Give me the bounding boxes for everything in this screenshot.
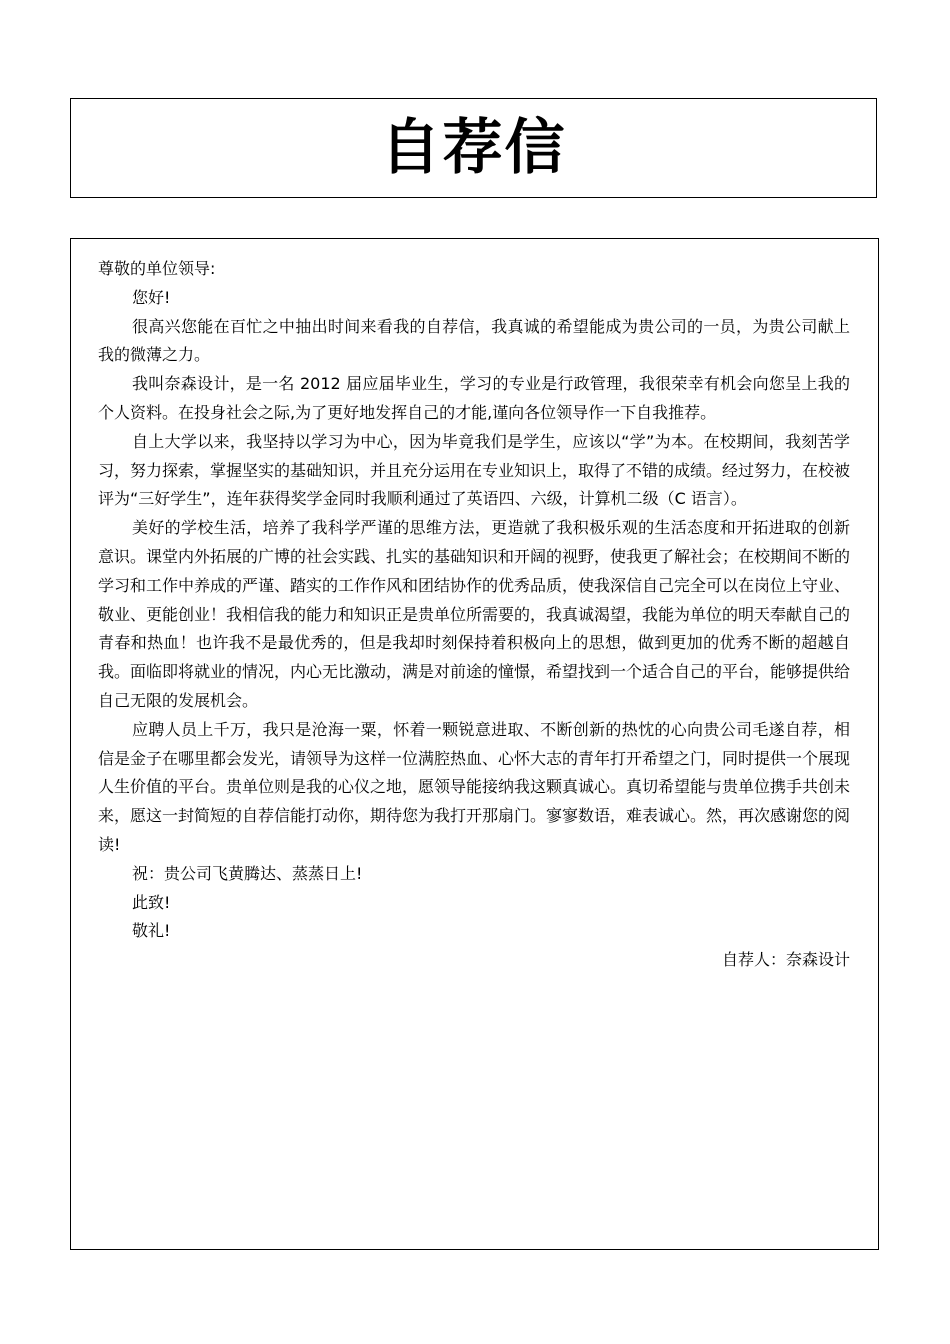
paragraph-3: 自上大学以来，我坚持以学习为中心，因为毕竟我们是学生，应该以“学”为本。在校期间，我刻苦学习，努力探索，掌握坚实的基础知识，并且充分运用在专业知识上，取得了不错的成绩。经过努力，在校被评为“三好学生”，连年获得奖学金同时我顺利通过了英语四、六级，计算机二级（C 语言）。	[98, 431, 851, 509]
title-box	[70, 98, 877, 198]
greeting: 您好!	[132, 287, 171, 307]
salutation: 尊敬的单位领导:	[98, 259, 216, 278]
paragraph-5: 应聘人员上千万，我只是沧海一粟，怀着一颗锐意进取、不断创新的热忱的心向贵公司毛遂自荐，相信是金子在哪里都会发光，请领导为这样一位满腔热血、心怀大志的青年打开希望之门，同时提供一个展现人生价值的平台。贵单位则是我的心仪之地，愿领导能接纳我这颗真诚心。真切希望能与贵单位携手共创未来，愿这一封简短的自荐信能打动你，期待您为我打开那扇门。寥寥数语，难表诚心。然，再次感谢您的阅读!	[98, 719, 851, 854]
closing-line-1: 此致!	[132, 892, 171, 912]
closing-line-2: 敬礼!	[132, 921, 171, 941]
signature: 自荐人：奈森设计	[721, 950, 850, 970]
letter-body	[70, 238, 879, 1250]
document-title: 自荐信	[380, 113, 567, 183]
paragraph-4: 美好的学校生活，培养了我科学严谨的思维方法，更造就了我积极乐观的生活态度和开拓进取的创新意识。课堂内外拓展的广博的社会实践、扎实的基础知识和开阔的视野，使我更了解社会；在校期间不断的学习和工作中养成的严谨、踏实的工作作风和团结协作的优秀品质，使我深信自己完全可以在岗位上守业、敬业、更能创业！我相信我的能力和知识正是贵单位所需要的，我真诚渴望，我能为单位的明天奉献自己的青春和热血！也许我不是最优秀的，但是我却时刻保持着积极向上的思想，做到更加的优秀不断的超越自我。面临即将就业的情况，内心无比激动，满是对前途的憧憬，希望找到一个适合自己的平台，能够提供给自己无限的发展机会。	[98, 518, 851, 710]
wish-line: 祝：贵公司飞黄腾达、蒸蒸日上!	[132, 863, 363, 883]
paragraph-2: 我叫奈森设计，是一名 2012 届应届毕业生，学习的专业是行政管理，我很荣幸有机会向您呈上我的个人资料。在投身社会之际,为了更好地发挥自己的才能,谨向各位领导作一下自我推荐。	[98, 374, 850, 422]
paragraph-1: 很高兴您能在百忙之中抽出时间来看我的自荐信，我真诚的希望能成为贵公司的一员，为贵公司献上我的微薄之力。	[98, 316, 850, 365]
